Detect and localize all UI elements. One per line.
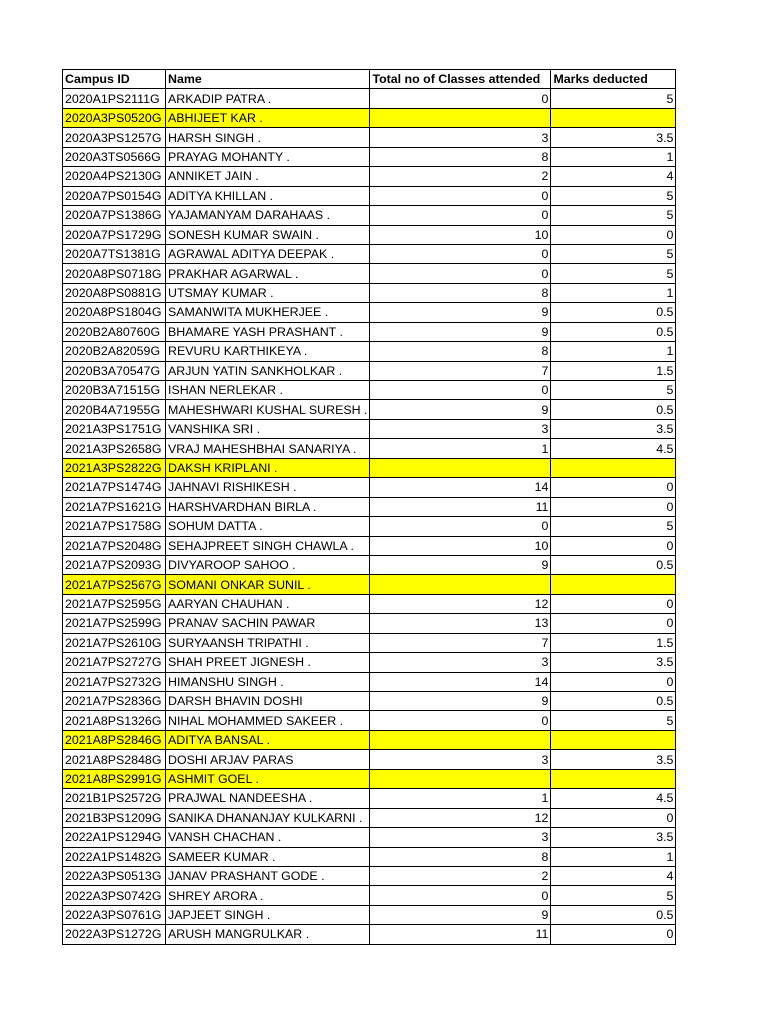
cell-name: VANSH CHACHAN . <box>166 828 370 847</box>
cell-classes-attended: 8 <box>370 847 551 866</box>
cell-campus-id: 2021B1PS2572G <box>63 789 166 808</box>
cell-classes-attended: 0 <box>370 206 551 225</box>
cell-classes-attended: 11 <box>370 925 551 944</box>
table-row <box>63 866 676 885</box>
cell-campus-id: 2021A7PS2599G <box>63 614 166 633</box>
table-row <box>63 322 676 341</box>
header-row <box>63 70 676 89</box>
cell-name: HARSH SINGH . <box>166 128 370 147</box>
cell-classes-attended: 3 <box>370 419 551 438</box>
cell-classes-attended: 11 <box>370 497 551 516</box>
cell-campus-id: 2022A3PS0761G <box>63 905 166 924</box>
cell-name: ARUSH MANGRULKAR . <box>166 925 370 944</box>
cell-name: DOSHI ARJAV PARAS <box>166 750 370 769</box>
cell-campus-id: 2021A7PS2836G <box>63 692 166 711</box>
table-row <box>63 186 676 205</box>
table-row <box>63 769 676 788</box>
cell-classes-attended: 0 <box>370 186 551 205</box>
cell-marks-deducted: 5 <box>551 89 676 108</box>
cell-classes-attended <box>370 769 551 788</box>
cell-classes-attended <box>370 575 551 594</box>
cell-marks-deducted: 0.5 <box>551 303 676 322</box>
cell-name: HARSHVARDHAN BIRLA . <box>166 497 370 516</box>
cell-classes-attended <box>370 730 551 749</box>
cell-campus-id: 2020A7PS0154G <box>63 186 166 205</box>
cell-name: ARKADIP PATRA . <box>166 89 370 108</box>
cell-marks-deducted: 4 <box>551 167 676 186</box>
cell-classes-attended: 13 <box>370 614 551 633</box>
cell-name: PRAYAG MOHANTY . <box>166 147 370 166</box>
table-row <box>63 342 676 361</box>
cell-campus-id: 2021A7PS1474G <box>63 478 166 497</box>
cell-name: ADITYA BANSAL . <box>166 730 370 749</box>
cell-classes-attended: 12 <box>370 594 551 613</box>
cell-marks-deducted: 0 <box>551 225 676 244</box>
cell-marks-deducted: 3.5 <box>551 750 676 769</box>
cell-name: ANNIKET JAIN . <box>166 167 370 186</box>
cell-campus-id: 2021A3PS2822G <box>63 458 166 477</box>
cell-name: REVURU KARTHIKEYA . <box>166 342 370 361</box>
cell-campus-id: 2021A7PS2732G <box>63 672 166 691</box>
cell-name: MAHESHWARI KUSHAL SURESH . <box>166 400 370 419</box>
cell-classes-attended: 9 <box>370 555 551 574</box>
cell-classes-attended: 10 <box>370 225 551 244</box>
table-row <box>63 419 676 438</box>
table-row <box>63 89 676 108</box>
cell-marks-deducted: 5 <box>551 206 676 225</box>
header-marks-deducted: Marks deducted <box>551 70 676 89</box>
table-row <box>63 517 676 536</box>
cell-campus-id: 2020A7PS1729G <box>63 225 166 244</box>
cell-campus-id: 2021A7PS2048G <box>63 536 166 555</box>
table-row <box>63 808 676 827</box>
cell-marks-deducted: 5 <box>551 244 676 263</box>
cell-campus-id: 2022A1PS1482G <box>63 847 166 866</box>
cell-campus-id: 2021A7PS2567G <box>63 575 166 594</box>
cell-classes-attended: 9 <box>370 905 551 924</box>
cell-name: AGRAWAL ADITYA DEEPAK . <box>166 244 370 263</box>
cell-name: ASHMIT GOEL . <box>166 769 370 788</box>
table-row <box>63 458 676 477</box>
cell-campus-id: 2020A8PS0718G <box>63 264 166 283</box>
cell-classes-attended: 3 <box>370 653 551 672</box>
cell-campus-id: 2021A8PS2991G <box>63 769 166 788</box>
cell-classes-attended: 0 <box>370 264 551 283</box>
cell-classes-attended: 0 <box>370 517 551 536</box>
cell-name: PRANAV SACHIN PAWAR <box>166 614 370 633</box>
cell-name: AARYAN CHAUHAN . <box>166 594 370 613</box>
cell-classes-attended <box>370 458 551 477</box>
cell-name: SOHUM DATTA . <box>166 517 370 536</box>
cell-name: BHAMARE YASH PRASHANT . <box>166 322 370 341</box>
cell-marks-deducted: 0.5 <box>551 400 676 419</box>
table-row <box>63 847 676 866</box>
cell-campus-id: 2021A8PS1326G <box>63 711 166 730</box>
table-row <box>63 730 676 749</box>
header-classes-attended: Total no of Classes attended <box>370 70 551 89</box>
cell-name: NIHAL MOHAMMED SAKEER . <box>166 711 370 730</box>
cell-marks-deducted <box>551 575 676 594</box>
cell-name: SHREY ARORA . <box>166 886 370 905</box>
cell-campus-id: 2020A8PS0881G <box>63 283 166 302</box>
cell-marks-deducted: 1.5 <box>551 361 676 380</box>
cell-name: ADITYA KHILLAN . <box>166 186 370 205</box>
cell-marks-deducted: 1 <box>551 147 676 166</box>
cell-classes-attended: 9 <box>370 400 551 419</box>
cell-marks-deducted: 0.5 <box>551 692 676 711</box>
cell-classes-attended <box>370 108 551 127</box>
cell-campus-id: 2020B2A80760G <box>63 322 166 341</box>
cell-campus-id: 2020A8PS1804G <box>63 303 166 322</box>
cell-name: ARJUN YATIN SANKHOLKAR . <box>166 361 370 380</box>
table-row <box>63 303 676 322</box>
cell-name: UTSMAY KUMAR . <box>166 283 370 302</box>
cell-marks-deducted: 0 <box>551 594 676 613</box>
cell-marks-deducted <box>551 108 676 127</box>
cell-campus-id: 2021A7PS2727G <box>63 653 166 672</box>
cell-marks-deducted: 0 <box>551 808 676 827</box>
table-row <box>63 614 676 633</box>
cell-campus-id: 2020A1PS2111G <box>63 89 166 108</box>
table-row <box>63 478 676 497</box>
table-row <box>63 225 676 244</box>
cell-name: VRAJ MAHESHBHAI SANARIYA . <box>166 439 370 458</box>
cell-name: JAHNAVI RISHIKESH . <box>166 478 370 497</box>
table-row <box>63 828 676 847</box>
cell-classes-attended: 7 <box>370 361 551 380</box>
table-row <box>63 886 676 905</box>
cell-name: SANIKA DHANANJAY KULKARNI . <box>166 808 370 827</box>
cell-campus-id: 2021A7PS2093G <box>63 555 166 574</box>
cell-marks-deducted: 1 <box>551 847 676 866</box>
cell-name: DIVYAROOP SAHOO . <box>166 555 370 574</box>
cell-name: SONESH KUMAR SWAIN . <box>166 225 370 244</box>
table-row <box>63 264 676 283</box>
cell-campus-id: 2020B3A70547G <box>63 361 166 380</box>
cell-classes-attended: 10 <box>370 536 551 555</box>
cell-marks-deducted: 5 <box>551 186 676 205</box>
cell-classes-attended: 0 <box>370 244 551 263</box>
table-row <box>63 206 676 225</box>
cell-classes-attended: 1 <box>370 439 551 458</box>
cell-name: PRAKHAR AGARWAL . <box>166 264 370 283</box>
table-row <box>63 692 676 711</box>
cell-marks-deducted: 4 <box>551 866 676 885</box>
cell-marks-deducted: 3.5 <box>551 419 676 438</box>
cell-classes-attended: 14 <box>370 478 551 497</box>
cell-campus-id: 2020A7PS1386G <box>63 206 166 225</box>
cell-marks-deducted: 5 <box>551 264 676 283</box>
cell-marks-deducted: 0 <box>551 672 676 691</box>
cell-name: ISHAN NERLEKAR . <box>166 381 370 400</box>
cell-classes-attended: 9 <box>370 322 551 341</box>
cell-classes-attended: 14 <box>370 672 551 691</box>
cell-campus-id: 2021A3PS2658G <box>63 439 166 458</box>
table-row <box>63 653 676 672</box>
table-row <box>63 361 676 380</box>
cell-name: DARSH BHAVIN DOSHI <box>166 692 370 711</box>
cell-marks-deducted: 0 <box>551 478 676 497</box>
cell-name: HIMANSHU SINGH . <box>166 672 370 691</box>
cell-marks-deducted: 0 <box>551 925 676 944</box>
cell-classes-attended: 9 <box>370 692 551 711</box>
cell-campus-id: 2020B4A71955G <box>63 400 166 419</box>
cell-campus-id: 2020A3TS0566G <box>63 147 166 166</box>
cell-classes-attended: 8 <box>370 147 551 166</box>
table-row <box>63 555 676 574</box>
cell-classes-attended: 2 <box>370 167 551 186</box>
cell-marks-deducted <box>551 730 676 749</box>
header-name: Name <box>166 70 370 89</box>
table-row <box>63 283 676 302</box>
cell-marks-deducted: 5 <box>551 381 676 400</box>
cell-marks-deducted: 0.5 <box>551 555 676 574</box>
cell-marks-deducted: 1 <box>551 342 676 361</box>
cell-campus-id: 2020A7TS1381G <box>63 244 166 263</box>
cell-marks-deducted: 5 <box>551 886 676 905</box>
cell-classes-attended: 8 <box>370 283 551 302</box>
cell-name: SOMANI ONKAR SUNIL . <box>166 575 370 594</box>
table-row <box>63 633 676 652</box>
cell-classes-attended: 1 <box>370 789 551 808</box>
cell-classes-attended: 8 <box>370 342 551 361</box>
table-row <box>63 789 676 808</box>
cell-classes-attended: 0 <box>370 886 551 905</box>
cell-campus-id: 2021A8PS2848G <box>63 750 166 769</box>
table-row <box>63 750 676 769</box>
cell-campus-id: 2021A7PS2610G <box>63 633 166 652</box>
table-body <box>63 89 676 944</box>
table-row <box>63 497 676 516</box>
cell-campus-id: 2020A3PS1257G <box>63 128 166 147</box>
cell-name: ABHIJEET KAR . <box>166 108 370 127</box>
cell-classes-attended: 12 <box>370 808 551 827</box>
cell-campus-id: 2021A3PS1751G <box>63 419 166 438</box>
cell-marks-deducted: 3.5 <box>551 653 676 672</box>
cell-campus-id: 2020A3PS0520G <box>63 108 166 127</box>
cell-classes-attended: 3 <box>370 828 551 847</box>
cell-classes-attended: 0 <box>370 711 551 730</box>
cell-marks-deducted: 5 <box>551 711 676 730</box>
header-campus-id: Campus ID <box>63 70 166 89</box>
cell-name: JANAV PRASHANT GODE . <box>166 866 370 885</box>
cell-classes-attended: 0 <box>370 89 551 108</box>
cell-classes-attended: 3 <box>370 750 551 769</box>
table-row <box>63 905 676 924</box>
table-row <box>63 439 676 458</box>
cell-name: YAJAMANYAM DARAHAAS . <box>166 206 370 225</box>
cell-name: SAMANWITA MUKHERJEE . <box>166 303 370 322</box>
table-row <box>63 147 676 166</box>
cell-marks-deducted: 0 <box>551 497 676 516</box>
cell-name: JAPJEET SINGH . <box>166 905 370 924</box>
cell-marks-deducted <box>551 769 676 788</box>
table-row <box>63 400 676 419</box>
cell-marks-deducted <box>551 458 676 477</box>
cell-campus-id: 2021A7PS1758G <box>63 517 166 536</box>
cell-campus-id: 2021A7PS1621G <box>63 497 166 516</box>
cell-marks-deducted: 3.5 <box>551 128 676 147</box>
cell-classes-attended: 0 <box>370 381 551 400</box>
cell-name: VANSHIKA SRI . <box>166 419 370 438</box>
cell-classes-attended: 2 <box>370 866 551 885</box>
cell-campus-id: 2020A4PS2130G <box>63 167 166 186</box>
cell-campus-id: 2022A3PS0742G <box>63 886 166 905</box>
table-row <box>63 711 676 730</box>
cell-name: SHAH PREET JIGNESH . <box>166 653 370 672</box>
table-row <box>63 575 676 594</box>
cell-classes-attended: 7 <box>370 633 551 652</box>
cell-campus-id: 2020B3A71515G <box>63 381 166 400</box>
cell-campus-id: 2022A1PS1294G <box>63 828 166 847</box>
cell-marks-deducted: 1.5 <box>551 633 676 652</box>
table-row <box>63 128 676 147</box>
cell-marks-deducted: 4.5 <box>551 439 676 458</box>
cell-marks-deducted: 4.5 <box>551 789 676 808</box>
cell-classes-attended: 9 <box>370 303 551 322</box>
cell-campus-id: 2021A8PS2846G <box>63 730 166 749</box>
cell-marks-deducted: 0.5 <box>551 322 676 341</box>
table-row <box>63 381 676 400</box>
attendance-table <box>62 69 676 945</box>
cell-campus-id: 2020B2A82059G <box>63 342 166 361</box>
table-row <box>63 167 676 186</box>
cell-name: DAKSH KRIPLANI . <box>166 458 370 477</box>
table-row <box>63 536 676 555</box>
table-row <box>63 594 676 613</box>
cell-marks-deducted: 0 <box>551 536 676 555</box>
table-row <box>63 244 676 263</box>
table-row <box>63 672 676 691</box>
cell-classes-attended: 3 <box>370 128 551 147</box>
cell-marks-deducted: 0 <box>551 614 676 633</box>
cell-campus-id: 2021A7PS2595G <box>63 594 166 613</box>
cell-name: SURYAANSH TRIPATHI . <box>166 633 370 652</box>
cell-campus-id: 2022A3PS0513G <box>63 866 166 885</box>
table-row <box>63 925 676 944</box>
cell-name: SAMEER KUMAR . <box>166 847 370 866</box>
cell-name: PRAJWAL NANDEESHA . <box>166 789 370 808</box>
cell-marks-deducted: 0.5 <box>551 905 676 924</box>
cell-name: SEHAJPREET SINGH CHAWLA . <box>166 536 370 555</box>
cell-campus-id: 2021B3PS1209G <box>63 808 166 827</box>
cell-marks-deducted: 1 <box>551 283 676 302</box>
table-row <box>63 108 676 127</box>
cell-marks-deducted: 5 <box>551 517 676 536</box>
cell-campus-id: 2022A3PS1272G <box>63 925 166 944</box>
cell-marks-deducted: 3.5 <box>551 828 676 847</box>
